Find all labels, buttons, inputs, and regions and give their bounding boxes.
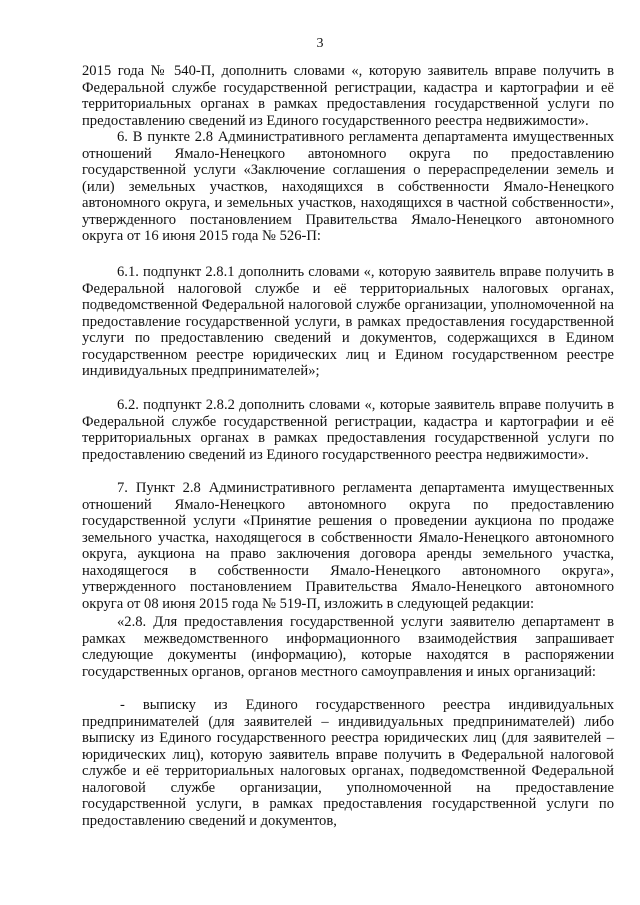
paragraph-item-6: 6. В пункте 2.8 Административного регламента департамента имущественных отношений Ямало-Ненецкого автономного округа по предоставлению государственной услуги «Заключение соглашения о перераспределении земель и (или) земельных участков, находящихся в собственности Ямало-Ненецкого автономного округа, и земельных участков, находящихся в частной собственности», утвержденного постановлением Правительства Ямало-Ненецкого автономного округа от 16 июня 2015 года № 526-П:: [82, 129, 614, 244]
paragraph-list-item-extract: - выписку из Единого государственного реестра индивидуальных предпринимателей (для заявителей – индивидуальных предпринимателей) либо выписку из Единого государственного реестра юридических лиц (для заявителей – юридических лиц), которую заявитель вправе получить в Федеральной налоговой службе и её территориальных налоговых органах, подведомственной Федеральной налоговой службе организации, уполномоченной на предоставление государственной услуги, в рамках предоставления государственной услуги по предоставлению сведений и документов,: [82, 697, 614, 829]
paragraph-item-6-1: 6.1. подпункт 2.8.1 дополнить словами «, которую заявитель вправе получить в Федеральной налоговой службе и её территориальных налоговых органах, подведомственной Федеральной налоговой службе организации, уполномоченной на предоставление государственной услуги, в рамках предоставления государственной услуги по предоставлению сведений и документов, содержащихся в Едином государственном реестре юридических лиц и Едином государственном реестре индивидуальных предпринимателей»;: [82, 264, 614, 379]
paragraph-item-6-2: 6.2. подпункт 2.8.2 дополнить словами «, которые заявитель вправе получить в Федеральной службе государственной регистрации, кадастра и картографии и её территориальных органах в рамках предоставления государственной услуги по предоставлению сведений из Единого государственного реестра недвижимости».: [82, 397, 614, 463]
paragraph-item-7: 7. Пункт 2.8 Административного регламента департамента имущественных отношений Ямало-Ненецкого автономного округа по предоставлению государственной услуги «Принятие решения о проведении аукциона по продаже земельного участка, находящегося в собственности Ямало-Ненецкого автономного округа, аукциона на право заключения договора аренды земельного участка, находящегося в собственности Ямало-Ненецкого автономного округа», утвержденного постановлением Правительства Ямало-Ненецкого автономного округа от 08 июня 2015 года № 519-П, изложить в следующей редакции:: [82, 480, 614, 612]
paragraph-quoted-2-8: «2.8. Для предоставления государственной услуги заявителю департамент в рамках межведомственного информационного взаимодействия запрашивает следующие документы (информацию), которые находятся в распоряжении государственных органов, органов местного самоуправления и иных организаций:: [82, 614, 614, 680]
paragraph-continuation: 2015 года № 540-П, дополнить словами «, которую заявитель вправе получить в Федеральной службе государственной регистрации, кадастра и картографии и её территориальных органах в рамках предоставления государственной услуги по предоставлению сведений из Единого государственного реестра недвижимости».: [82, 63, 614, 129]
page-number: 3: [316, 36, 324, 51]
